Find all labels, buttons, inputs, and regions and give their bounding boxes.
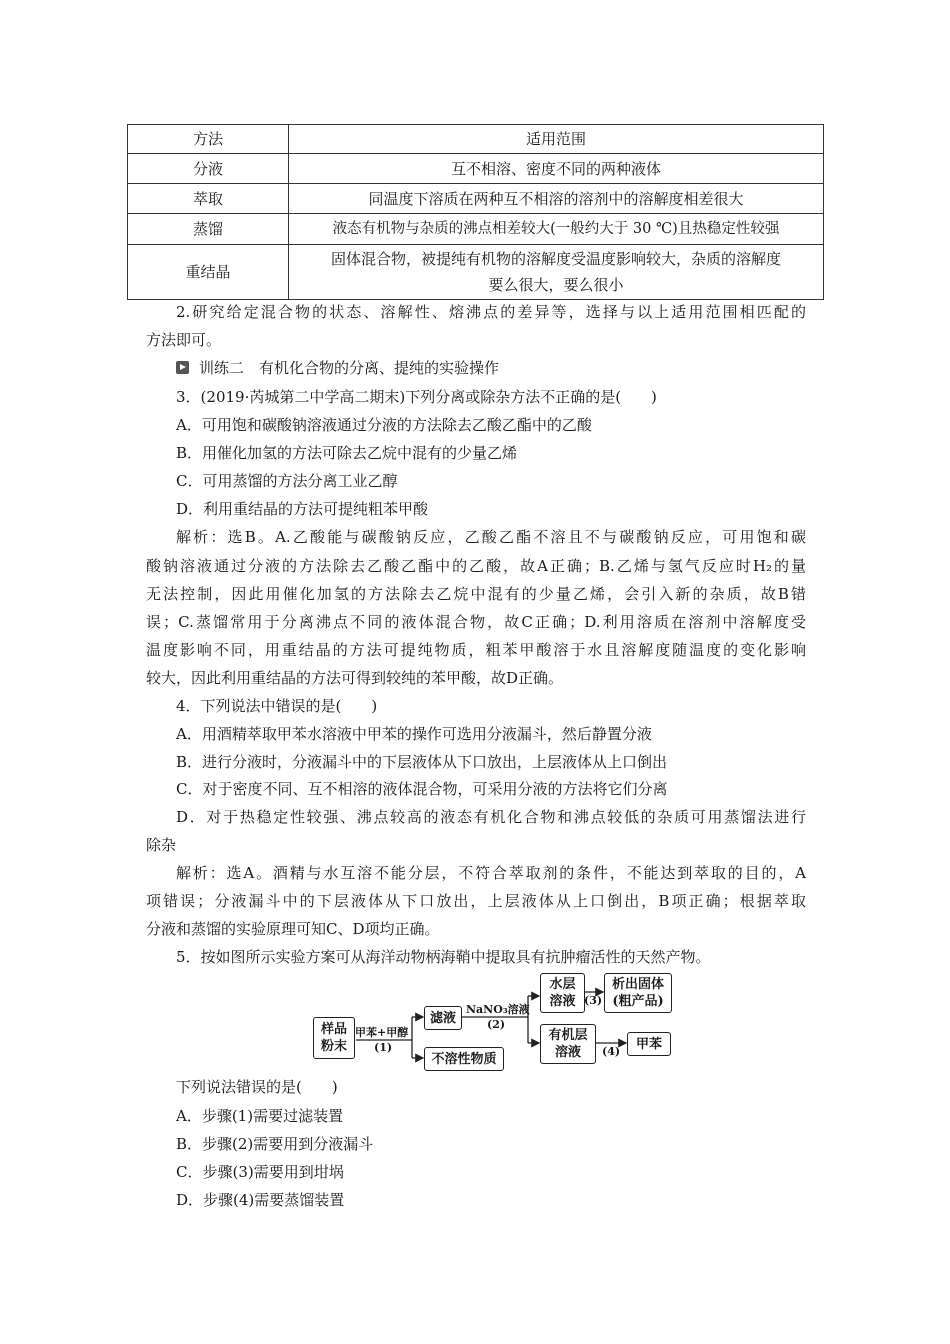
table-cell-method: 萃取 (128, 184, 289, 214)
q4-option: A．用酒精萃取甲苯水溶液中甲苯的操作可选用分液漏斗，然后静置分液 (176, 725, 652, 743)
organic-layer-box (540, 1024, 596, 1064)
step-label: (4) (602, 1045, 621, 1058)
insoluble-box: 不溶性物质 (424, 1047, 504, 1071)
q4-analysis-line: 解析：选A。酒精与水互溶不能分层，不符合萃取剂的条件，不能达到萃取的目的，A (176, 864, 806, 882)
table-cell-scope: 液态有机物与杂质的沸点相差较大(一般约大于 30 ℃)且热稳定性较强 (289, 214, 824, 245)
flow-text: 溶液 (549, 994, 576, 1009)
table-cell-scope: 互不相溶、密度不同的两种液体 (289, 154, 824, 184)
reagent-label: 甲苯+甲醇 (355, 1026, 409, 1039)
q3-analysis-line: 温度影响不同，用重结晶的方法可提纯物质，粗苯甲酸溶于水且溶解度随温度的变化影响 (146, 641, 806, 659)
q3-analysis-line: 无法控制，因此用催化加氢的方法除去乙烷中混有的少量乙烯，会引入新的杂质，故B错 (146, 585, 806, 603)
q5-option: C．步骤(3)需要用到坩埚 (176, 1163, 344, 1181)
flow-text: 溶液 (554, 1045, 581, 1060)
table-header-method: 方法 (128, 125, 289, 154)
q5-question: 下列说法错误的是( ) (176, 1078, 338, 1096)
table-header-scope: 适用范围 (289, 125, 824, 154)
q4-stem: 4．下列说法中错误的是( ) (176, 697, 378, 715)
reagent-label: NaNO₃溶液 (466, 1003, 530, 1016)
flow-text: 水层 (549, 977, 576, 992)
table-cell-method: 分液 (128, 154, 289, 184)
flow-text: 样品 (320, 1022, 347, 1037)
q3-analysis-line: 酸钠溶液通过分液的方法除去乙酸乙酯中的乙酸，故A正确；B.乙烯与氢气反应时H₂的量 (146, 557, 806, 575)
q3-option: A．可用饱和碳酸钠溶液通过分液的方法除去乙酸乙酯中的乙酸 (176, 416, 592, 434)
q3-analysis-line: 误；C.蒸馏常用于分离沸点不同的液体混合物，故C正确；D.利用溶质在溶剂中溶解度受 (146, 613, 806, 631)
step-label: (3) (584, 994, 603, 1007)
q4-analysis-line: 分液和蒸馏的实验原理可知C、D项均正确。 (146, 920, 440, 938)
flow-text: 粉末 (320, 1039, 347, 1054)
q5-option: A．步骤(1)需要过滤装置 (176, 1107, 344, 1125)
q4-option: B．进行分液时，分液漏斗中的下层液体从下口放出，上层液体从上口倒出 (176, 753, 668, 771)
table-cell-scope: 同温度下溶质在两种互不相溶的溶剂中的溶解度相差很大 (289, 184, 824, 214)
q3-option: D．利用重结晶的方法可提纯粗苯甲酸 (176, 500, 429, 518)
step-label: (1) (374, 1041, 393, 1054)
toluene-box: 甲苯 (627, 1032, 671, 1056)
aqueous-layer-box (540, 973, 585, 1013)
precipitate-box (604, 973, 672, 1013)
q3-option: C．可用蒸馏的方法分离工业乙醇 (176, 472, 398, 490)
point2-line: 2.研究给定混合物的状态、溶解性、熔沸点的差异等，选择与以上适用范围相匹配的 (176, 303, 806, 321)
q5-option: D．步骤(4)需要蒸馏装置 (176, 1191, 345, 1209)
q4-option-continued: 除杂 (146, 836, 177, 854)
q3-analysis-line: 解析：选B。A.乙酸能与碳酸钠反应，乙酸乙酯不溶且不与碳酸钠反应，可用饱和碳 (176, 528, 806, 546)
q5-stem: 5．按如图所示实验方案可从海洋动物柄海鞘中提取具有抗肿瘤活性的天然产物。 (176, 948, 711, 966)
q4-analysis-line: 项错误；分液漏斗中的下层液体从下口放出，上层液体从上口倒出，B项正确；根据萃取 (146, 892, 806, 910)
table-cell-method: 蒸馏 (128, 214, 289, 245)
table-cell-scope-line: 固体混合物，被提纯有机物的溶解度受温度影响较大，杂质的溶解度 (330, 250, 781, 268)
flow-text: 析出固体 (611, 977, 664, 992)
section-title: 训练二 有机化合物的分离、提纯的实验操作 (199, 359, 500, 377)
q3-analysis-line: 较大，因此利用重结晶的方法可得到较纯的苯甲酸，故D正确。 (146, 669, 564, 687)
table-cell-scope-line: 要么很大，要么很小 (488, 276, 624, 294)
sample-powder-box (313, 1017, 355, 1059)
point2-line: 方法即可。 (146, 331, 222, 349)
q5-option: B．步骤(2)需要用到分液漏斗 (176, 1135, 374, 1153)
table-cell-method: 重结晶 (128, 245, 289, 300)
flow-text: 有机层 (548, 1028, 588, 1043)
flow-text: (粗产品) (612, 994, 664, 1009)
q3-stem: 3．(2019·芮城第二中学高二期末)下列分离或除杂方法不正确的是( ) (176, 388, 657, 406)
q3-option: B．用催化加氢的方法可除去乙烷中混有的少量乙烯 (176, 444, 518, 462)
q4-option: C．对于密度不同、互不相溶的液体混合物，可采用分液的方法将它们分离 (176, 780, 668, 798)
filtrate-box: 滤液 (424, 1006, 462, 1030)
step-label: (2) (487, 1018, 506, 1031)
q4-option: D．对于热稳定性较强、沸点较高的液态有机化合物和沸点较低的杂质可用蒸馏法进行 (176, 808, 806, 826)
